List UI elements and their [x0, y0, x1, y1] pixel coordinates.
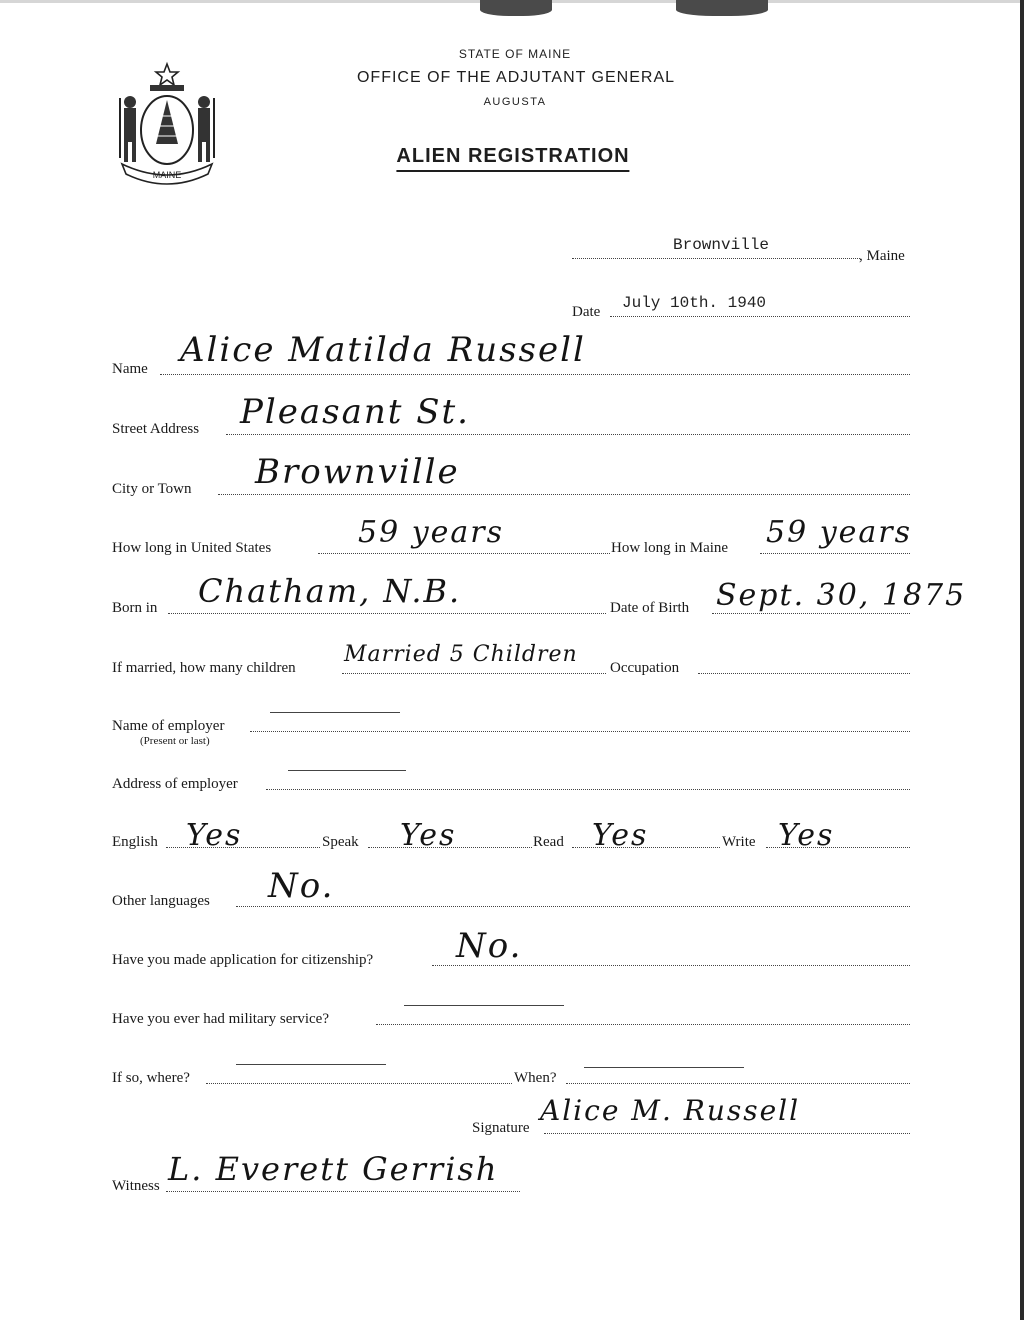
when-dash — [584, 1067, 744, 1068]
city-label: City or Town — [112, 481, 192, 497]
page-right-edge — [1020, 0, 1024, 1320]
read-value: Yes — [592, 818, 649, 853]
form-title: ALIEN REGISTRATION — [396, 145, 629, 172]
name-line — [160, 374, 910, 375]
name-value: Alice Matilda Russell — [180, 330, 586, 370]
maine-time-line — [760, 553, 910, 554]
employer-sublabel: (Present or last) — [140, 735, 210, 747]
binder-clip-left — [480, 0, 552, 16]
employer-address-line — [266, 789, 910, 790]
occupation-label: Occupation — [610, 660, 680, 676]
english-label: English — [112, 834, 158, 850]
where-label: If so, where? — [112, 1070, 190, 1086]
signature-label: Signature — [472, 1120, 530, 1136]
children-value: Married 5 Children — [344, 642, 578, 667]
english-value: Yes — [186, 818, 243, 853]
speak-value: Yes — [400, 818, 457, 853]
city-value: Brownville — [255, 452, 460, 492]
place-suffix: , Maine — [859, 248, 905, 264]
write-label: Write — [722, 834, 756, 850]
when-line — [566, 1083, 910, 1084]
employer-label: Name of employer — [112, 718, 225, 734]
other-languages-value: No. — [268, 866, 335, 906]
street-value: Pleasant St. — [240, 392, 470, 432]
military-dash — [404, 1005, 564, 1006]
dob-label: Date of Birth — [610, 600, 690, 616]
city-heading: AUGUSTA — [483, 96, 547, 108]
born-label: Born in — [112, 600, 158, 616]
children-line — [342, 673, 606, 674]
read-label: Read — [533, 834, 564, 850]
place-value: Brownville — [673, 236, 770, 254]
witness-line — [166, 1191, 520, 1192]
street-label: Street Address — [112, 421, 200, 437]
witness-value: L. Everett Gerrish — [168, 1150, 499, 1188]
dob-value: Sept. 30, 1875 — [716, 578, 967, 613]
citizenship-value: No. — [456, 926, 523, 966]
born-line — [168, 613, 606, 614]
where-line — [206, 1083, 512, 1084]
born-value: Chatham, N.B. — [198, 572, 462, 610]
state-seal-icon — [112, 58, 222, 186]
city-line — [218, 494, 910, 495]
maine-time-label: How long in Maine — [611, 540, 729, 556]
name-label: Name — [112, 361, 148, 377]
signature-line — [544, 1133, 910, 1134]
employer-address-label: Address of employer — [112, 776, 238, 792]
citizenship-label: Have you made application for citizenship? — [112, 952, 374, 968]
street-line — [226, 434, 910, 435]
us-time-label: How long in United States — [112, 540, 272, 556]
date-line — [610, 316, 910, 317]
other-languages-line — [236, 906, 910, 907]
date-value: July 10th. 1940 — [622, 294, 767, 312]
signature-value: Alice M. Russell — [540, 1094, 801, 1127]
witness-label: Witness — [112, 1178, 160, 1194]
other-languages-label: Other languages — [112, 893, 210, 909]
employer-dash — [270, 712, 400, 713]
military-line — [376, 1024, 910, 1025]
employer-address-dash — [288, 770, 406, 771]
us-time-value: 59 years — [358, 515, 505, 550]
office-heading: OFFICE OF THE ADJUTANT GENERAL — [356, 69, 676, 86]
state-heading: STATE OF MAINE — [458, 47, 572, 61]
write-value: Yes — [778, 818, 835, 853]
speak-label: Speak — [322, 834, 359, 850]
us-time-line — [318, 553, 610, 554]
date-label: Date — [572, 304, 601, 320]
where-dash — [236, 1064, 386, 1065]
occupation-line — [698, 673, 910, 674]
military-label: Have you ever had military service? — [112, 1011, 329, 1027]
employer-line — [250, 731, 910, 732]
binder-clip-right — [676, 0, 768, 16]
children-label: If married, how many children — [112, 660, 296, 676]
dob-line — [712, 613, 910, 614]
when-label: When? — [514, 1070, 557, 1086]
place-line — [572, 258, 860, 259]
seal-motto: MAINE — [152, 170, 182, 180]
maine-time-value: 59 years — [766, 515, 913, 550]
